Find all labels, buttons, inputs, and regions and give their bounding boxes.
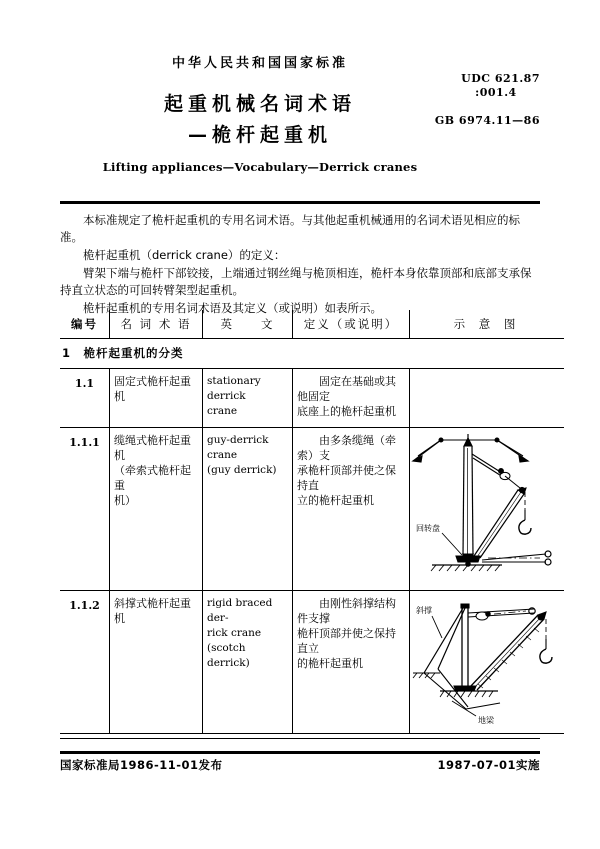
figure-label-slewing-plate: 回转盘 <box>416 524 440 533</box>
national-standard-line: 中华人民共和国国家标准 <box>171 56 348 71</box>
row-english <box>203 369 293 428</box>
scotch-derrick-svg <box>410 591 560 733</box>
intro-text-block <box>60 212 540 318</box>
footer-issuer-date: 国家标准局1986-11-01发布 <box>60 758 223 772</box>
udc-line1: UDC 621.87 <box>461 72 540 85</box>
page-title-line1: 起重机械名词术语 <box>163 93 356 115</box>
row-number: 1.1.2 <box>60 591 110 734</box>
row-english-line: (guy derrick) <box>207 464 277 476</box>
row-term-line: 缆绳式桅杆起重机 <box>114 434 191 462</box>
udc-code <box>461 72 540 100</box>
footer-effective-date: 1987-07-01实施 <box>437 758 540 772</box>
intro-paragraph-1: 本标准规定了桅杆起重机的专用名词术语。与其他起重机械通用的名词术语见相应的标准。 <box>60 213 520 244</box>
row-english-line: stationary derrick <box>207 375 261 402</box>
row-term <box>110 369 203 428</box>
row-definition-line: 由刚性斜撑结构件支撑 <box>297 597 396 625</box>
column-header-no: 编号 <box>60 310 110 339</box>
udc-line2: :001.4 <box>475 85 517 99</box>
header-divider-rule <box>60 201 540 204</box>
intro-paragraph-3: 臂架下端与桅杆下部铰接，上端通过钢丝绳与桅顶相连，桅杆本身依靠顶部和底部支承保持直立状态的可回转臂架型起重机。 <box>60 266 532 297</box>
document-header <box>60 52 540 192</box>
row-number: 1.1.1 <box>60 428 110 591</box>
row-figure <box>410 428 565 591</box>
row-number: 1.1 <box>60 369 110 428</box>
intro-paragraph-2: 桅杆起重机（derrick crane）的定义： <box>83 248 286 262</box>
row-definition-line: 由多条缆绳（牵索）支 <box>297 434 396 462</box>
row-english-line: crane <box>207 405 238 417</box>
row-figure <box>410 591 565 734</box>
row-term-line: （牵索式桅杆起重 <box>114 464 191 492</box>
terminology-table <box>60 310 564 734</box>
table-section-row-1 <box>60 339 564 369</box>
row-definition <box>293 369 410 428</box>
table-row <box>60 591 564 734</box>
row-term-line: 机） <box>114 494 136 507</box>
column-header-term: 名 词 术 语 <box>110 310 203 339</box>
gb-standard-number: GB 6974.11—86 <box>434 114 540 127</box>
column-header-figure: 示 意 图 <box>410 310 565 339</box>
table-row <box>60 428 564 591</box>
row-english <box>203 428 293 591</box>
page-title-line2: —桅杆起重机 <box>187 124 332 146</box>
document-footer <box>60 757 540 777</box>
figure-empty <box>410 369 564 427</box>
footer-divider-rule <box>60 751 540 754</box>
row-definition-line: 底座上的桅杆起重机 <box>297 405 396 418</box>
row-figure <box>410 369 565 428</box>
column-header-english: 英 文 <box>203 310 293 339</box>
row-term-line: 固定式桅杆起重机 <box>114 375 191 403</box>
table-header-row <box>60 310 564 339</box>
section-title-1: 1 桅杆起重机的分类 <box>60 339 564 369</box>
row-english <box>203 591 293 734</box>
row-english-line: rigid braced der- <box>207 597 273 624</box>
figure-label-brace: 斜撑 <box>416 606 432 615</box>
figure-label-ground-sill: 地梁 <box>478 716 494 725</box>
row-definition-line: 立的桅杆起重机 <box>297 494 374 507</box>
page-title-english: Lifting appliances—Vocabulary—Derrick cranes <box>102 160 418 174</box>
row-definition-line: 承桅杆顶部并使之保持直 <box>297 464 396 492</box>
intro-paragraph-4: 桅杆起重机的专用名词术语及其定义（或说明）如表所示。 <box>83 301 382 315</box>
row-definition-line: 桅杆顶部并使之保持直立 <box>297 627 396 655</box>
guy-derrick-svg <box>410 428 560 590</box>
table-bottom-rule <box>60 738 540 739</box>
row-term <box>110 591 203 734</box>
row-definition-line: 固定在基础或其他固定 <box>297 375 396 403</box>
row-definition <box>293 428 410 591</box>
row-definition <box>293 591 410 734</box>
row-english-line: guy-derrick crane <box>207 434 269 461</box>
table-row <box>60 369 564 428</box>
row-definition-line: 的桅杆起重机 <box>297 657 363 670</box>
scotch-derrick-diagram <box>410 591 564 733</box>
column-header-definition: 定义（或说明） <box>293 310 410 339</box>
guy-derrick-diagram <box>410 428 564 590</box>
row-english-line: rick crane (scotch <box>207 627 262 654</box>
row-term-line: 斜撑式桅杆起重机 <box>114 597 191 625</box>
row-english-line: derrick) <box>207 657 250 669</box>
row-term <box>110 428 203 591</box>
